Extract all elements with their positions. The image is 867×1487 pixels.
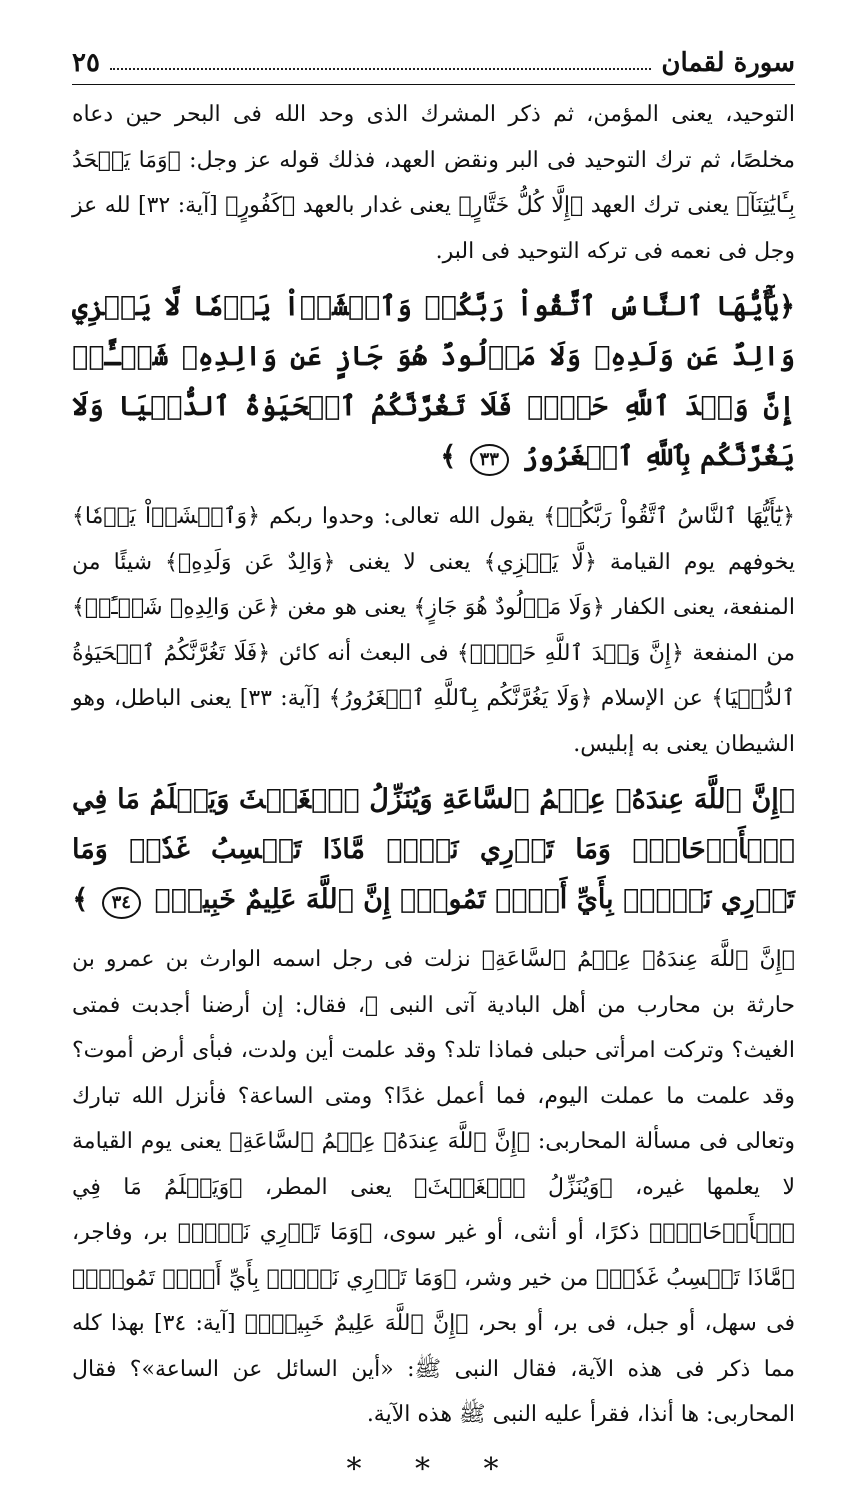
verse-33-close: ﴾: [440, 441, 457, 472]
paragraph-2: ﴿يَٰٓأَيُّهَا ٱلنَّاسُ ٱتَّقُواْ رَبَّكُمۡ﴾ يقول الله تعالى: وحدوا ربكم ﴿وَٱخۡشَوۡاْ يَوۡمٗا﴾ يخوفهم يوم القيامة ﴿لَّا يَجۡزِي﴾ يعنى لا يغنى ﴿وَالِدٌ عَن وَلَدِهِۦ﴾ شيئًا من المنفعة، يعنى الكفار ﴿وَلَا مَوۡلُودٌ هُوَ جَازٍ﴾ يعنى هو مغن ﴿عَن وَالِدِهِۦ شَيۡـًٔاۚ﴾ من المنفعة ﴿إِنَّ وَعۡدَ ٱللَّهِ حَقّٞۖ﴾ فى البعث أنه كائن ﴿فَلَا تَغُرَّنَّكُمُ ٱلۡحَيَوٰةُ ٱلدُّنۡيَا﴾ عن الإسلام ﴿وَلَا يَغُرَّنَّكُم بِٱللَّهِ ٱلۡغَرُورُ﴾ [آية: ٣٣] يعنى الباطل، وهو الشيطان يعنى به إبليس.: [72, 504, 796, 757]
header-leader-dots: [110, 68, 651, 70]
running-header: [72, 36, 795, 85]
verse-34-text: ﴿إِنَّ ٱللَّهَ عِندَهُۥ عِلۡمُ ٱلسَّاعَةِ وَيُنَزِّلُ ٱلۡغَيۡثَ وَيَعۡلَمُ مَا فِي ٱلۡأَرۡحَامِۖ وَمَا تَدۡرِي نَفۡسٞ مَّاذَا تَكۡسِبُ غَدٗاۖ وَمَا تَدۡرِي نَفۡسُۢ بِأَيِّ أَرۡضٖ تَمُوتُۚ إِنَّ ٱللَّهَ عَلِيمٌ خَبِيرُۢ: [72, 784, 795, 915]
section-end-stars: * * *: [346, 1451, 521, 1487]
surah-title: سورة لقمان: [661, 48, 795, 78]
page-number: ٢٥: [72, 48, 100, 78]
page-body: [72, 92, 795, 1487]
verse-34-close: ﴾: [72, 884, 89, 915]
ayah-number-33: ٣٣: [470, 444, 509, 476]
ayah-number-34: ٣٤: [102, 887, 141, 919]
verse-33-text: ﴿يَٰٓأَيُّهَا ٱلنَّاسُ ٱتَّقُواْ رَبَّكُمۡ وَٱخۡشَوۡاْ يَوۡمٗا لَّا يَجۡزِي وَالِدٌ عَن وَلَدِهِۦ وَلَا مَوۡلُودٌ هُوَ جَازٍ عَن وَالِدِهِۦ شَيۡـًٔاۚ إِنَّ وَعۡدَ ٱللَّهِ حَقّٞۖ فَلَا تَغُرَّنَّكُمُ ٱلۡحَيَوٰةُ ٱلدُّنۡيَا وَلَا يَغُرَّنَّكُم بِٱللَّهِ ٱلۡغَرُورُ: [72, 291, 795, 472]
paragraph-3: ﴿إِنَّ ٱللَّهَ عِندَهُۥ عِلۡمُ ٱلسَّاعَةِ﴾ نزلت فى رجل اسمه الوارث بن عمرو بن حارثة بن محارب من أهل البادية آتى النبى ﷺ، فقال: إن أرضنا أجدبت فمتى الغيث؟ وتركت امرأتى حبلى فماذا تلد؟ وقد علمت أين ولدت، فبأى أرض أموت؟ وقد علمت ما عملت اليوم، فما أعمل غدًا؟ ومتى الساعة؟ فأنزل الله تبارك وتعالى فى مسألة المحاربى: ﴿إِنَّ ٱللَّهَ عِندَهُۥ عِلۡمُ ٱلسَّاعَةِ﴾ يعنى يوم القيامة لا يعلمها غيره، ﴿وَيُنَزِّلُ ٱلۡغَيۡثَ﴾ يعنى المطر، ﴿وَيَعۡلَمُ مَا فِي ٱلۡأَرۡحَامِۖ﴾ ذكرًا، أو أنثى، أو غير سوى، ﴿وَمَا تَدۡرِي نَفۡسٞ﴾ بر، وفاجر، ﴿مَّاذَا تَكۡسِبُ غَدٗاۖ﴾ من خير وشر، ﴿وَمَا تَدۡرِي نَفۡسُۢ بِأَيِّ أَرۡضٖ تَمُوتُۚ﴾ فى سهل، أو جبل، فى بر، أو بحر، ﴿إِنَّ ٱللَّهَ عَلِيمٌ خَبِيرُۢ﴾ [آية: ٣٤] بهذا كله مما ذكر فى هذه الآية، فقال النبى ﷺ: «أين السائل عن الساعة»؟ فقال المحاربى: ها أنذا، فقرأ عليه النبى ﷺ هذه الآية.: [72, 947, 795, 1427]
quran-verse-33: [72, 282, 795, 482]
paragraph-1: التوحيد، يعنى المؤمن، ثم ذكر المشرك الذى وحد الله فى البحر حين دعاه مخلصًا، ثم ترك التوحيد فى البر ونقض العهد، فذلك قوله عز وجل: ﴿وَمَا يَجۡحَدُ بِـَٔايَٰتِنَآ﴾ يعنى ترك العهد ﴿إِلَّا كُلُّ خَتَّارٍ﴾ يعنى غدار بالعهد ﴿كَفُورٍ﴾ [آية: ٣٢] لله عز وجل فى نعمه فى تركه التوحيد فى البر.: [72, 102, 795, 264]
quran-verse-34: [72, 775, 795, 925]
